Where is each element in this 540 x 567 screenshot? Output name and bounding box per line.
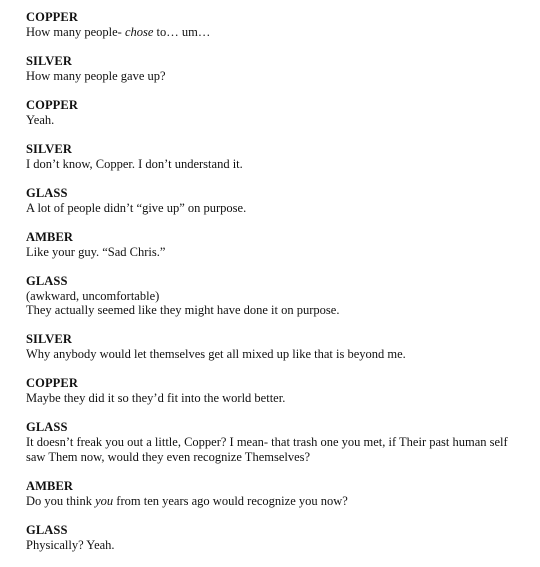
dialogue-block [26,186,536,216]
dialogue-emphasis: you [95,494,114,508]
dialogue-line [26,25,536,40]
dialogue-line [26,69,536,84]
dialogue-line [26,450,536,465]
dialogue-block [26,523,536,553]
dialogue-text: I don’t know, Copper. I don’t understand it. [26,157,243,171]
dialogue-block [26,274,536,318]
dialogue-text: How many people gave up? [26,69,166,83]
dialogue-line [26,113,536,128]
dialogue-block [26,230,536,260]
dialogue-block [26,479,536,509]
dialogue-text: Why anybody would let themselves get all mixed up like that is beyond me. [26,347,406,361]
dialogue-line [26,303,536,318]
dialogue-block [26,10,536,40]
speaker-name: AMBER [26,230,74,244]
speaker-name: SILVER [26,332,72,346]
dialogue-line [26,157,536,172]
dialogue-block [26,54,536,84]
dialogue-text: How many people- [26,25,125,39]
dialogue-block [26,142,536,172]
speaker-name: GLASS [26,420,68,434]
dialogue-text: to… um… [153,25,211,39]
dialogue-text: Like your guy. “Sad Chris.” [26,245,166,259]
dialogue-text: They actually seemed like they might have done it on purpose. [26,303,340,317]
dialogue-text: A lot of people didn’t “give up” on purpose. [26,201,247,215]
speaker-name: SILVER [26,142,72,156]
dialogue-block [26,376,536,406]
speaker-name: COPPER [26,98,78,112]
speaker-name: GLASS [26,274,68,288]
speaker-name: SILVER [26,54,72,68]
dialogue-text: from ten years ago would recognize you now? [113,494,348,508]
dialogue-text: Maybe they did it so they’d fit into the world better. [26,391,286,405]
script-page [26,10,536,567]
dialogue-text: It doesn’t freak you out a little, Copper? I mean- that trash one you met, if Their past human self [26,435,508,449]
dialogue-text: saw Them now, would they even recognize Themselves? [26,450,311,464]
dialogue-text: Do you think [26,494,96,508]
dialogue-line [26,391,536,406]
speaker-name: GLASS [26,523,68,537]
dialogue-line [26,494,536,509]
speaker-name: GLASS [26,186,68,200]
dialogue-line [26,435,536,450]
dialogue-text: Physically? Yeah. [26,538,115,552]
dialogue-text: Yeah. [26,113,55,127]
dialogue-block [26,98,536,128]
speaker-name: AMBER [26,479,74,493]
speaker-name: COPPER [26,10,78,24]
dialogue-emphasis: chose [124,25,154,39]
speaker-name: COPPER [26,376,78,390]
dialogue-line [26,201,536,216]
parenthetical: (awkward, uncomfortable) [26,289,160,303]
dialogue-line [26,245,536,260]
dialogue-line [26,347,536,362]
dialogue-line [26,538,536,553]
dialogue-block [26,420,536,465]
dialogue-block [26,332,536,362]
